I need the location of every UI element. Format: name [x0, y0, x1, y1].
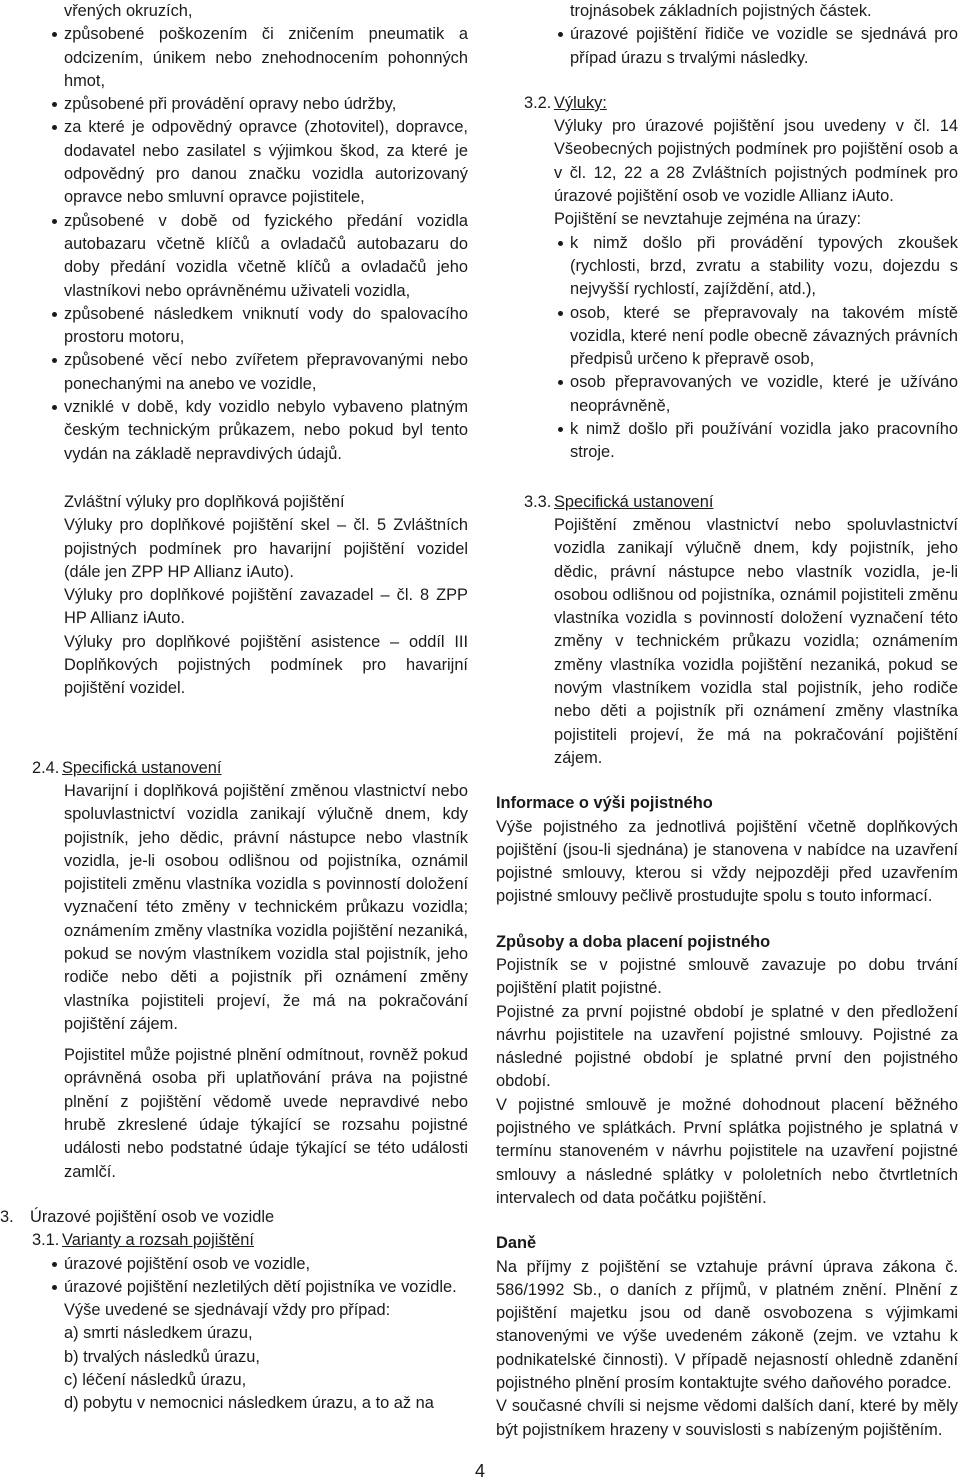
section-3-3-heading [496, 491, 958, 514]
paragraph: Výše pojistného za jednotlivá pojištění včetně doplňkových pojištění (jsou-li sjednána) je stanovena v nabídce na uzavření pojistné smlouvy, kterou si vždy nejpozději před uzavřením pojistné smlouvy pečlivě prostudujte spolu s touto informací. [496, 817, 958, 906]
paragraph: Výluky pro úrazové pojištění jsou uvedeny v čl. 14 Všeobecných pojistných podmínek pro pojištění osob a v čl. 12, 22 a 28 Zvláštních pojistných podmínek pro úrazové pojištění osob ve vozidle Allianz iAuto. [554, 117, 958, 206]
list-item: způsobené věcí nebo zvířetem přepravovanými nebo ponechanými na anebo ve vozidle, [48, 349, 468, 396]
section-title: Varianty a rozsah pojištění [62, 1231, 254, 1250]
extra-exclusions-block [48, 491, 468, 701]
section-title: Specifická ustanovení [554, 492, 714, 511]
exclusions-list [48, 23, 468, 466]
list-item: osob přepravovaných ve vozidle, které je užíváno neoprávněně, [554, 371, 958, 418]
list-item: úrazové pojištění nezletilých dětí pojistníka ve vozidle. [48, 1276, 468, 1299]
paragraph: Výluky pro doplňkové pojištění asistence – oddíl III Doplňkových pojistných podmínek pro havarijní pojištění vozidel. [64, 632, 468, 698]
extra-exclusions-heading: Zvláštní výluky pro doplňková pojištění [64, 492, 345, 511]
driver-list [554, 23, 958, 70]
list-item: vzniklé v době, kdy vozidlo nebylo vybaveno platným českým technickým průkazem, nebo pokud byl tento vydán na základě nepravdivých údajů. [48, 396, 468, 466]
variants-intro: Výše uvedené se sjednávají vždy pro případ: [64, 1301, 391, 1320]
paragraph: Výluky pro doplňkové pojištění zavazadel – čl. 8 ZPP HP Allianz iAuto. [64, 586, 468, 628]
tax-heading: Daně [496, 1234, 537, 1253]
list-item: způsobené poškozením či zničením pneumatik a odcizením, únikem nebo znehodnocením pohonných hmot, [48, 23, 468, 93]
section-3-2-heading [496, 92, 958, 115]
section-3-1-heading [32, 1229, 468, 1252]
list-item: k nimž došlo při provádění typových zkoušek (rychlosti, brzd, zvratu a stability vozu, dojezdu s nejvyšší rychlostí, zajíždění, atd.), [554, 232, 958, 302]
cases-list [48, 1322, 468, 1415]
list-item: způsobené v době od fyzického předání vozidla autobazaru včetně klíčů a ovladačů autobazaru do doby předání vozidla včetně klíčů a ovladačů jeho vlastníkovi nebo oprávněnému uživateli vozidla, [48, 210, 468, 303]
list-item: d) pobytu v nemocnici následkem úrazu, a to až na [64, 1394, 434, 1413]
section-number: 3.1. [32, 1231, 60, 1250]
section-3-3-body [496, 514, 958, 770]
paragraph: V pojistné smlouvě je možné dohodnout placení běžného pojistného ve splátkách. První splátka pojistného je splatná v termínu stanoveném v návrhu pojistitele na uzavření pojistné smlouvy a následné splátky v pololetních nebo čtvrtletních intervalech od data počátku pojištění. [496, 1095, 958, 1207]
section-3-heading [0, 1206, 468, 1229]
paragraph: Havarijní i doplňková pojištění změnou vlastnictví nebo spoluvlastnictví vozidla zanikají výlučně dnem, kdy pojistník, jeho dědic, právní nástupce nebo vlastník vozidla, je-li osobou odlišnou od pojistníka, oznámil pojistiteli změnu vlastníka vozidla s povinností doložení vyznačení této změny v technickém průkazu vozidla; oznámením změny vlastníka vozidla pojištění nezaniká, pokud se novým vlastníkem vozidla stal pojistník, jeho rodiče nebo děti a pojistník při oznámení změny vlastníka pojistiteli projeví, že má na pokračování pojištění zájem. [64, 781, 468, 1033]
premium-info-heading: Informace o výši pojistného [496, 794, 713, 813]
paragraph: Výluky pro doplňkové pojištění skel – čl. 5 Zvláštních pojistných podmínek pro havarijní pojištění vozidel (dále jen ZPP HP Allianz iAuto). [64, 516, 468, 581]
list-item: k nimž došlo při používání vozidla jako pracovního stroje. [554, 418, 958, 465]
page-number: 4 [474, 1461, 485, 1481]
paragraph: Pojistné za první pojistné období je splatné v den předložení návrhu pojistitele na uzavření pojistné smlouvy. Pojistné za následné pojistné období je splatné první den pojistného období. [496, 1002, 958, 1091]
variants-list [48, 1253, 468, 1300]
list-item: způsobené následkem vniknutí vody do spalovacího prostoru motoru, [48, 303, 468, 350]
section-number: 3.2. [524, 93, 552, 112]
section-number: 3. [0, 1207, 14, 1226]
injury-exclusions-list [554, 232, 958, 465]
list-item: a) smrti následkem úrazu, [64, 1324, 253, 1343]
section-title: Výluky: [554, 93, 607, 112]
paragraph: Pojistitel může pojistné plnění odmítnout, rovněž pokud oprávněná osoba při uplatňování práva na pojistné plnění z pojištění vědomě uvede nepravdivé nebo hrubě zkreslené údaje týkající se rozsahu pojistné události nebo podstatné údaje týkající se této události zamlčí. [64, 1046, 468, 1181]
section-number: 3.3. [524, 492, 552, 511]
section-title: Úrazové pojištění osob ve vozidle [30, 1207, 275, 1226]
left-column [0, 0, 468, 1416]
list-item: b) trvalých následků úrazu, [64, 1347, 260, 1366]
section-3-2-body [496, 115, 958, 464]
paragraph: Pojištění se nevztahuje zejména na úrazy: [554, 210, 862, 229]
list-item: c) léčení následků úrazu, [64, 1371, 247, 1390]
section-2-4-body [48, 780, 468, 1184]
list-item: osob, které se přepravovaly na takovém místě vozidla, které není podle obecně závazných právních předpisů určeno k přepravě osob, [554, 302, 958, 372]
payment-heading: Způsoby a doba placení pojistného [496, 932, 771, 951]
right-column [496, 0, 958, 1442]
section-2-4-heading [32, 757, 468, 780]
continuation-block [496, 0, 958, 70]
paragraph: V současné chvíli si nejsme vědomi dalších daní, které by měly být pojistníkem hrazeny v souvislosti s nabízeným pojištěním. [496, 1397, 958, 1439]
paragraph: Pojištění změnou vlastnictví nebo spoluvlastnictví vozidla zanikají výlučně dnem, kdy pojistník, jeho dědic, právní nástupce nebo vlastník vozidla, je-li osobou odlišnou od pojistníka, oznámil pojistiteli změnu vlastníka vozidla s povinností doložení vyznačení této změny v technickém průkazu vozidla; oznámením změny vlastníka vozidla pojištění nezaniká, pokud se novým vlastníkem vozidla stal pojistník, jeho rodiče nebo děti a pojistník při oznámení změny vlastníka pojistiteli projeví, že má na pokračování pojištění zájem. [554, 515, 958, 767]
section-title: Specifická ustanovení [62, 758, 222, 777]
continuation-line: vřených okruzích, [64, 2, 193, 20]
list-item: za které je odpovědný opravce (zhotovitel), dopravce, dodavatel nebo zasilatel s výjimkou škod, za které je odpovědný pro danou značku vozidla autorizovaný opravce nebo smluvní opravce pojistitele, [48, 116, 468, 209]
paragraph: Pojistník se v pojistné smlouvě zavazuje po dobu trvání pojištění platit pojistné. [496, 955, 958, 998]
continuation-line: trojnásobek základních pojistných částek. [570, 2, 872, 20]
paragraph: Na příjmy z pojištění se vztahuje právní úprava zákona č. 586/1992 Sb., o daních z příjmů, v platném znění. Plnění z pojištění majetku jsou od daně osvobozena s výjimkami stanovenými ve výše uvedeném zákoně (zejm. ve vztahu k podnikatelské činnosti). V případě nejasností ohledně zdanění pojistného plnění prosím kontaktujte svého daňového poradce. [496, 1257, 958, 1393]
list-item: úrazové pojištění osob ve vozidle, [48, 1253, 468, 1276]
section-number: 2.4. [32, 758, 60, 777]
list-item: úrazové pojištění řidiče ve vozidle se sjednává pro případ úrazu s trvalými následky. [554, 23, 958, 70]
list-item: způsobené při provádění opravy nebo údržby, [48, 93, 468, 116]
